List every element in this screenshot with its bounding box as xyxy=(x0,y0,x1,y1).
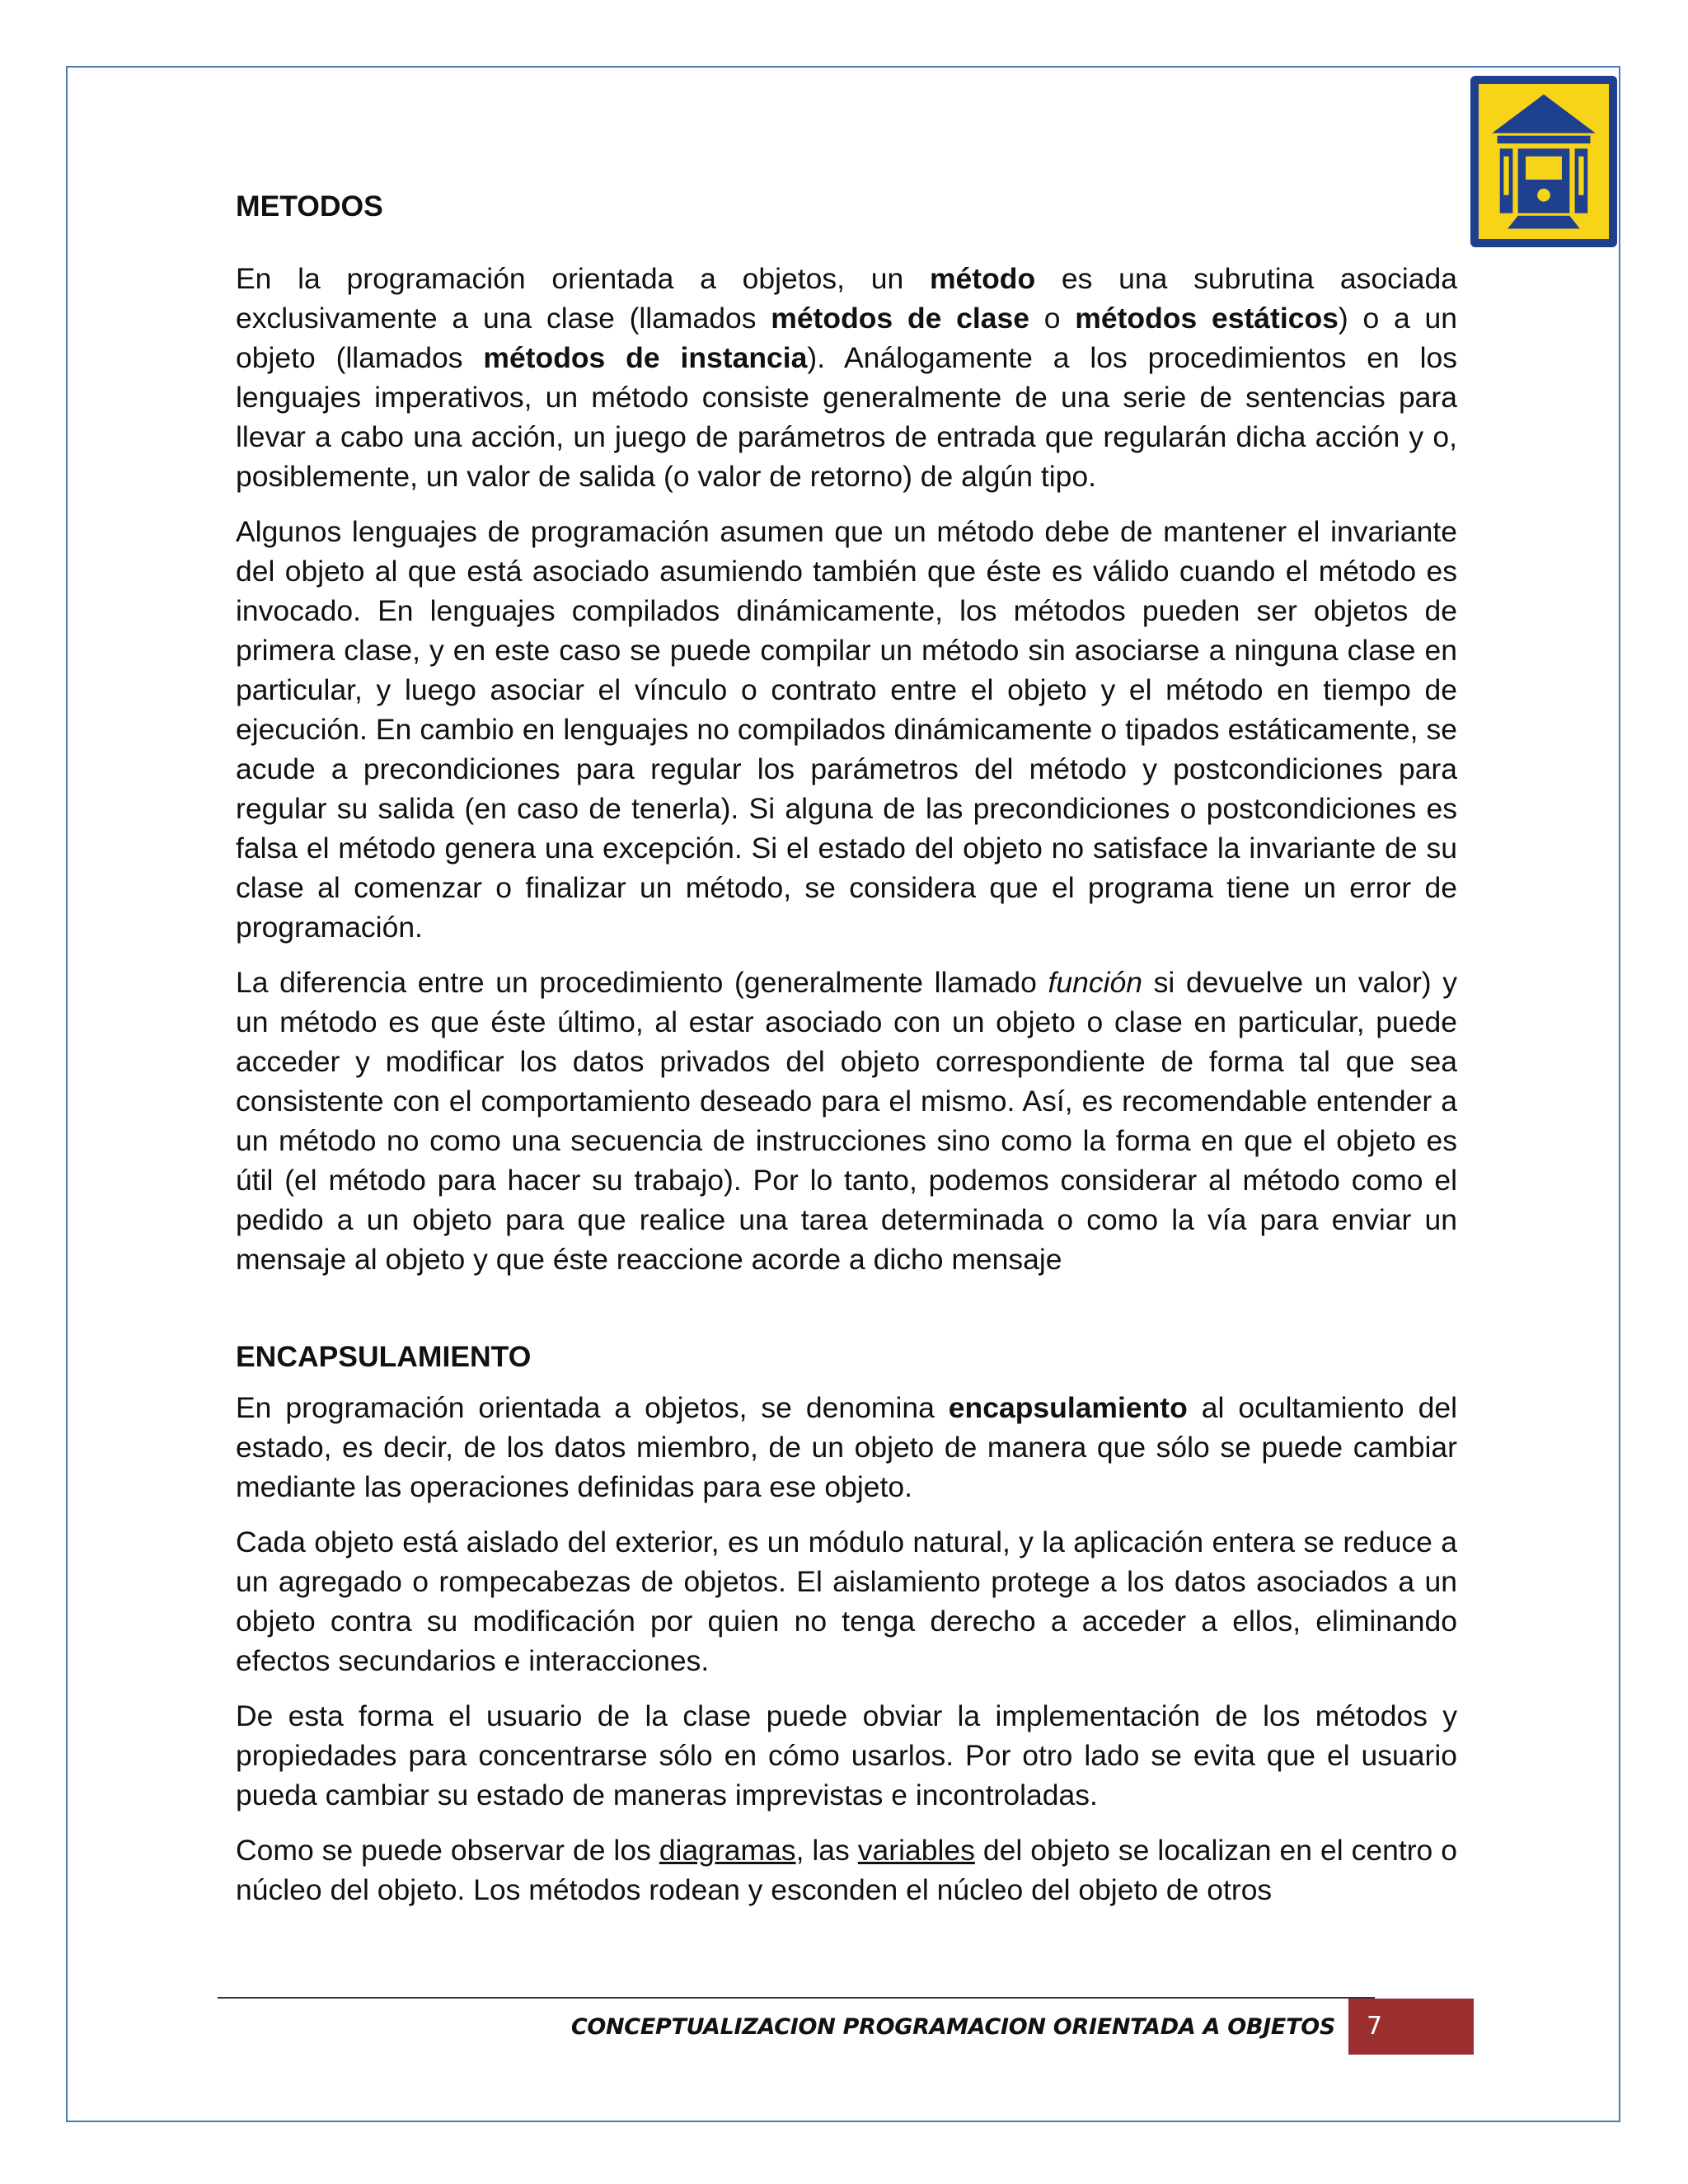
bold-term: métodos de clase xyxy=(771,302,1029,335)
building-logo-icon xyxy=(1470,76,1617,247)
paragraph-encapsulamiento-2: Cada objeto está aislado del exterior, es un módulo natural, y la aplicación entera se reduce a un agregado o rompecabezas de objetos. El aislamiento protege a los datos asociados a un objeto contra su modificación por quien no tenga derecho a acceder a ellos, eliminando efectos secundarios e interacciones. xyxy=(236,1526,1457,1677)
link-variables[interactable]: variables xyxy=(857,1834,975,1867)
bold-term: métodos estáticos xyxy=(1075,302,1339,335)
link-diagramas[interactable]: diagramas xyxy=(659,1834,796,1867)
text-run: Como se puede observar de los xyxy=(236,1834,659,1867)
italic-term: función xyxy=(1048,966,1143,999)
text-run: , las xyxy=(795,1834,858,1867)
bold-term: encapsulamiento xyxy=(948,1391,1188,1424)
text-run: ). Análogamente a los procedimientos en los lenguajes imperativos, un método consiste generalmente de una serie de sentencias para llevar a cabo una acción, un juego de parámetros de entrada que regularán dicha acción y o, posiblemente, un valor de salida (o valor de retorno) de algún tipo. xyxy=(236,341,1458,493)
text-run: ) o a un objeto (llamados xyxy=(236,302,1457,374)
paragraph-metodos-2: Algunos lenguajes de programación asumen que un método debe de mantener el invariante del objeto al que está asociado asumiendo también que éste es válido cuando el método es invocado. En lenguajes compilados dinámicamente, los métodos pueden ser objetos de primera clase, y en este caso se puede compilar un método sin asociarse a ninguna clase en particular, y luego asociar el vínculo o contrato entre el objeto y el método en tiempo de ejecución. En cambio en lenguajes no compilados dinámicamente o tipados estáticamente, se acude a precondiciones para regular los parámetros del método y postcondiciones para regular su salida (en caso de tenerla). Si alguna de las precondiciones o postcondiciones es falsa el método genera una excepción. Si el estado del objeto no satisface la invariante de su clase al comenzar o finalizar un método, se considera que el programa tiene un error de programación. xyxy=(236,515,1457,944)
paragraph-metodos-1 xyxy=(236,259,1457,496)
text-run: o xyxy=(1029,302,1076,335)
paragraph-encapsulamiento-1 xyxy=(236,1388,1457,1507)
footer-divider xyxy=(218,1997,1375,1999)
paragraph-encapsulamiento-4 xyxy=(236,1830,1457,1910)
bold-term: método xyxy=(929,262,1036,295)
document-body xyxy=(236,186,1457,1925)
text-run: es una subrutina asociada exclusivamente a una clase (llamados xyxy=(236,262,1457,335)
text-run: al ocultamiento del estado, es decir, de los datos miembro, de un objeto de manera que sólo se puede cambiar mediante las operaciones definidas para ese objeto. xyxy=(236,1391,1457,1503)
page-number: 7 xyxy=(1348,1999,1474,2055)
paragraph-metodos-3 xyxy=(236,963,1457,1279)
text-run: En la programación orientada a objetos, un xyxy=(236,262,930,295)
bold-term: métodos de instancia xyxy=(483,341,808,374)
text-run: La diferencia entre un procedimiento (generalmente llamado xyxy=(236,966,1048,999)
text-run: si devuelve un valor) y un método es que éste último, al estar asociado con un objeto o clase en particular, puede acceder y modificar los datos privados del objeto correspondiente de forma tal que sea consistente con el comportamiento deseado para el mismo. Así, es recomendable entender a un método no como una secuencia de instrucciones sino como la forma en que el objeto es útil (el método para hacer su trabajo). Por lo tanto, podemos considerar al método como el pedido a un objeto para que realice una tarea determinada o como la vía para enviar un mensaje al objeto y que éste reaccione acorde a dicho mensaje xyxy=(236,966,1457,1276)
heading-metodos: METODOS xyxy=(236,190,383,223)
paragraph-encapsulamiento-3: De esta forma el usuario de la clase puede obviar la implementación de los métodos y propiedades para concentrarse sólo en cómo usarlos. Por otro lado se evita que el usuario pueda cambiar su estado de maneras imprevistas e incontroladas. xyxy=(236,1699,1457,1811)
heading-encapsulamiento: ENCAPSULAMIENTO xyxy=(236,1340,532,1373)
text-run: En programación orientada a objetos, se denomina xyxy=(236,1391,949,1424)
footer-title: CONCEPTUALIZACION PROGRAMACION ORIENTADA A OBJETOS xyxy=(570,2014,1335,2040)
text-run: del objeto se localizan en el centro o núcleo del objeto. Los métodos rodean y esconden el núcleo del objeto de otros xyxy=(236,1834,1457,1906)
